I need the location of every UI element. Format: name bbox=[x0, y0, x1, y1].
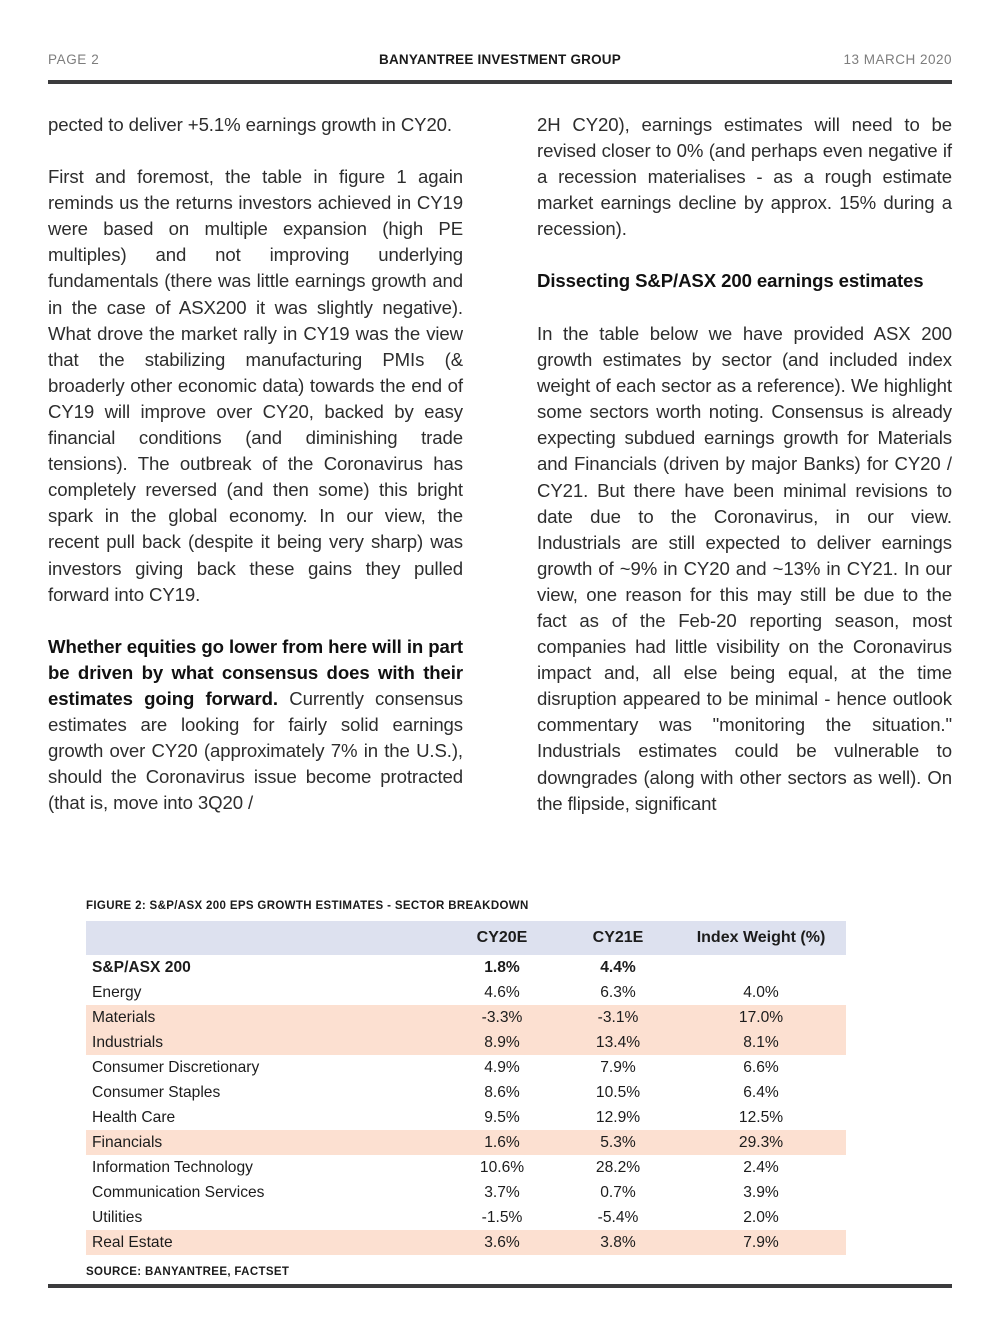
cell-sector-name: Materials bbox=[86, 1005, 444, 1030]
paragraph-continued: pected to deliver +5.1% earnings growth in CY20. bbox=[48, 114, 452, 135]
cell-cy20e: 3.7% bbox=[484, 1183, 520, 1201]
paragraph-sector-estimates: In the table below we have provided ASX 200 growth estimates by sector (and included index weight of each sector as a reference). We highlight some sectors worth noting. Consensus is already expecting subdued earnings growth for Materials and Financials (driven by major Banks) for CY20 / CY21. But there have been minimal revisions to date due to the Coronavirus, in our view. Industrials are still expected to deliver earnings growth of ~9% in CY20 and ~13% in CY21. In our view, one reason for this may still be due to the fact as of the Feb-20 reporting season, most companies had little visibility on the Coronavirus impact and, all else being equal, at the time disruption appeared to be minimal - hence outlook commentary was "monitoring the situation." Industrials estimates could be vulnerable to downgrades (along with other sectors as well). On the flipside, significant bbox=[537, 322, 952, 814]
cell-cy21e: 28.2% bbox=[595, 1158, 641, 1176]
cell-cy20e: 4.9% bbox=[484, 1058, 520, 1076]
cell-cy20e: 8.6% bbox=[484, 1083, 520, 1101]
cell-cy21e: 3.8% bbox=[560, 1230, 676, 1255]
paragraph-cy19-returns: First and foremost, the table in figure 1 again reminds us the returns investors achieved in CY19 were based on multiple expansion (high PE multiples) and not improving underlying fundamentals (there was little earnings growth and in the case of ASX200 it was slightly negative). What drove the market rally in CY19 was the view that the stabilizing manufacturing PMIs (& broaderly other economic data) towards the end of CY19 will improve over CY20, backed by easy financial conditions (and diminishing trade tensions). The outbreak of the Coronavirus has completely reversed (and then some) this bright spark in the global economy. In our view, the recent pull back (despite it being very sharp) was investors giving back these gains they pulled forward into CY19. bbox=[48, 166, 463, 605]
table-row bbox=[86, 1230, 846, 1255]
cell-cy20e: 3.6% bbox=[444, 1230, 560, 1255]
cell-cy21e: 0.7% bbox=[600, 1183, 636, 1201]
cell-cy21e: -5.4% bbox=[597, 1208, 639, 1226]
cell-cy20e: 1.8% bbox=[484, 958, 520, 976]
cell-sector-name: Industrials bbox=[86, 1030, 444, 1055]
paragraph-revisions: 2H CY20), earnings estimates will need to be revised closer to 0% (and perhaps even negative if a recession materialises - as a rough estimate market earnings decline by approx. 15% during a recession). bbox=[537, 114, 952, 240]
table-header-row bbox=[86, 921, 846, 955]
figure-title: FIGURE 2: S&P/ASX 200 EPS GROWTH ESTIMATES - SECTOR BREAKDOWN bbox=[86, 900, 529, 912]
cell-sector-name: Energy bbox=[92, 983, 142, 1001]
page-number: PAGE 2 bbox=[48, 52, 100, 67]
table-row bbox=[86, 1105, 846, 1130]
paragraph-consensus-estimates bbox=[48, 634, 463, 817]
table-row bbox=[86, 1205, 846, 1230]
cell-index-weight: 7.9% bbox=[676, 1230, 846, 1255]
table-body bbox=[86, 955, 846, 1255]
cell-cy20e: 10.6% bbox=[479, 1158, 525, 1176]
cell-sector-name: Communication Services bbox=[92, 1183, 265, 1201]
cell-cy21e: 13.4% bbox=[560, 1030, 676, 1055]
cell-cy21e: 5.3% bbox=[560, 1130, 676, 1155]
cell-index-weight: 3.9% bbox=[743, 1183, 779, 1201]
section-subheading: Dissecting S&P/ASX 200 earnings estimates bbox=[537, 270, 924, 292]
table-row bbox=[86, 1005, 846, 1030]
eps-growth-table bbox=[86, 921, 846, 1255]
cell-index-weight: 2.0% bbox=[743, 1208, 779, 1226]
column-header-cy20e: CY20E bbox=[444, 921, 560, 955]
publication-date: 13 MARCH 2020 bbox=[843, 52, 952, 67]
document-organization-title: BANYANTREE INVESTMENT GROUP bbox=[379, 52, 621, 67]
footer-rule bbox=[48, 1284, 952, 1288]
cell-cy21e: 12.9% bbox=[595, 1108, 641, 1126]
table-row bbox=[86, 1155, 846, 1180]
cell-cy20e: -3.3% bbox=[444, 1005, 560, 1030]
cell-cy21e: 4.4% bbox=[600, 958, 636, 976]
column-header-cy21e: CY21E bbox=[560, 921, 676, 955]
cell-cy21e: 10.5% bbox=[595, 1083, 641, 1101]
body-right-column bbox=[537, 112, 952, 817]
cell-cy20e: 1.6% bbox=[444, 1130, 560, 1155]
table-row bbox=[86, 1055, 846, 1080]
column-header-index-weight: Index Weight (%) bbox=[676, 921, 846, 955]
cell-cy21e: 7.9% bbox=[600, 1058, 636, 1076]
table-header bbox=[86, 921, 846, 955]
cell-sector-name: Utilities bbox=[92, 1208, 143, 1226]
table-row bbox=[86, 980, 846, 1005]
figure-2 bbox=[86, 900, 846, 1278]
cell-cy20e: 8.9% bbox=[444, 1030, 560, 1055]
table-row bbox=[86, 1080, 846, 1105]
cell-sector-name: Real Estate bbox=[86, 1230, 444, 1255]
cell-index-weight: 12.5% bbox=[738, 1108, 784, 1126]
table-row bbox=[86, 1180, 846, 1205]
cell-sector-name: Financials bbox=[86, 1130, 444, 1155]
cell-cy21e: 6.3% bbox=[600, 983, 636, 1001]
running-header bbox=[48, 52, 952, 74]
cell-index-weight bbox=[676, 955, 846, 980]
cell-index-weight: 29.3% bbox=[676, 1130, 846, 1155]
cell-sector-name: Consumer Discretionary bbox=[92, 1058, 260, 1076]
body-left-column bbox=[48, 112, 463, 816]
cell-index-weight: 6.4% bbox=[743, 1083, 779, 1101]
cell-index-weight: 4.0% bbox=[743, 983, 779, 1001]
cell-index-weight: 17.0% bbox=[676, 1005, 846, 1030]
cell-cy20e: 4.6% bbox=[484, 983, 520, 1001]
cell-sector-name: S&P/ASX 200 bbox=[92, 958, 191, 976]
cell-sector-name: Consumer Staples bbox=[92, 1083, 221, 1101]
cell-cy20e: -1.5% bbox=[481, 1208, 523, 1226]
paragraph-lead-bold: Whether equities go lower from here will in part be driven by what consensus does with their estimates going forward. bbox=[48, 635, 463, 709]
cell-index-weight: 6.6% bbox=[743, 1058, 779, 1076]
table-row bbox=[86, 955, 846, 980]
paragraph-lead-rest: Currently consensus estimates are looking for fairly solid earnings growth over CY20 (approximately 7% in the U.S.), should the Coronavirus issue become protracted (that is, move into 3Q20 / bbox=[48, 687, 464, 814]
cell-sector-name: Information Technology bbox=[92, 1158, 253, 1176]
cell-index-weight: 8.1% bbox=[676, 1030, 846, 1055]
cell-cy21e: -3.1% bbox=[560, 1005, 676, 1030]
table-row bbox=[86, 1030, 846, 1055]
cell-sector-name: Health Care bbox=[92, 1108, 176, 1126]
table-row bbox=[86, 1130, 846, 1155]
column-header-sector bbox=[86, 921, 444, 955]
cell-index-weight: 2.4% bbox=[743, 1158, 779, 1176]
figure-source: SOURCE: BANYANTREE, FACTSET bbox=[86, 1266, 290, 1278]
header-rule bbox=[48, 80, 952, 84]
cell-cy20e: 9.5% bbox=[484, 1108, 520, 1126]
